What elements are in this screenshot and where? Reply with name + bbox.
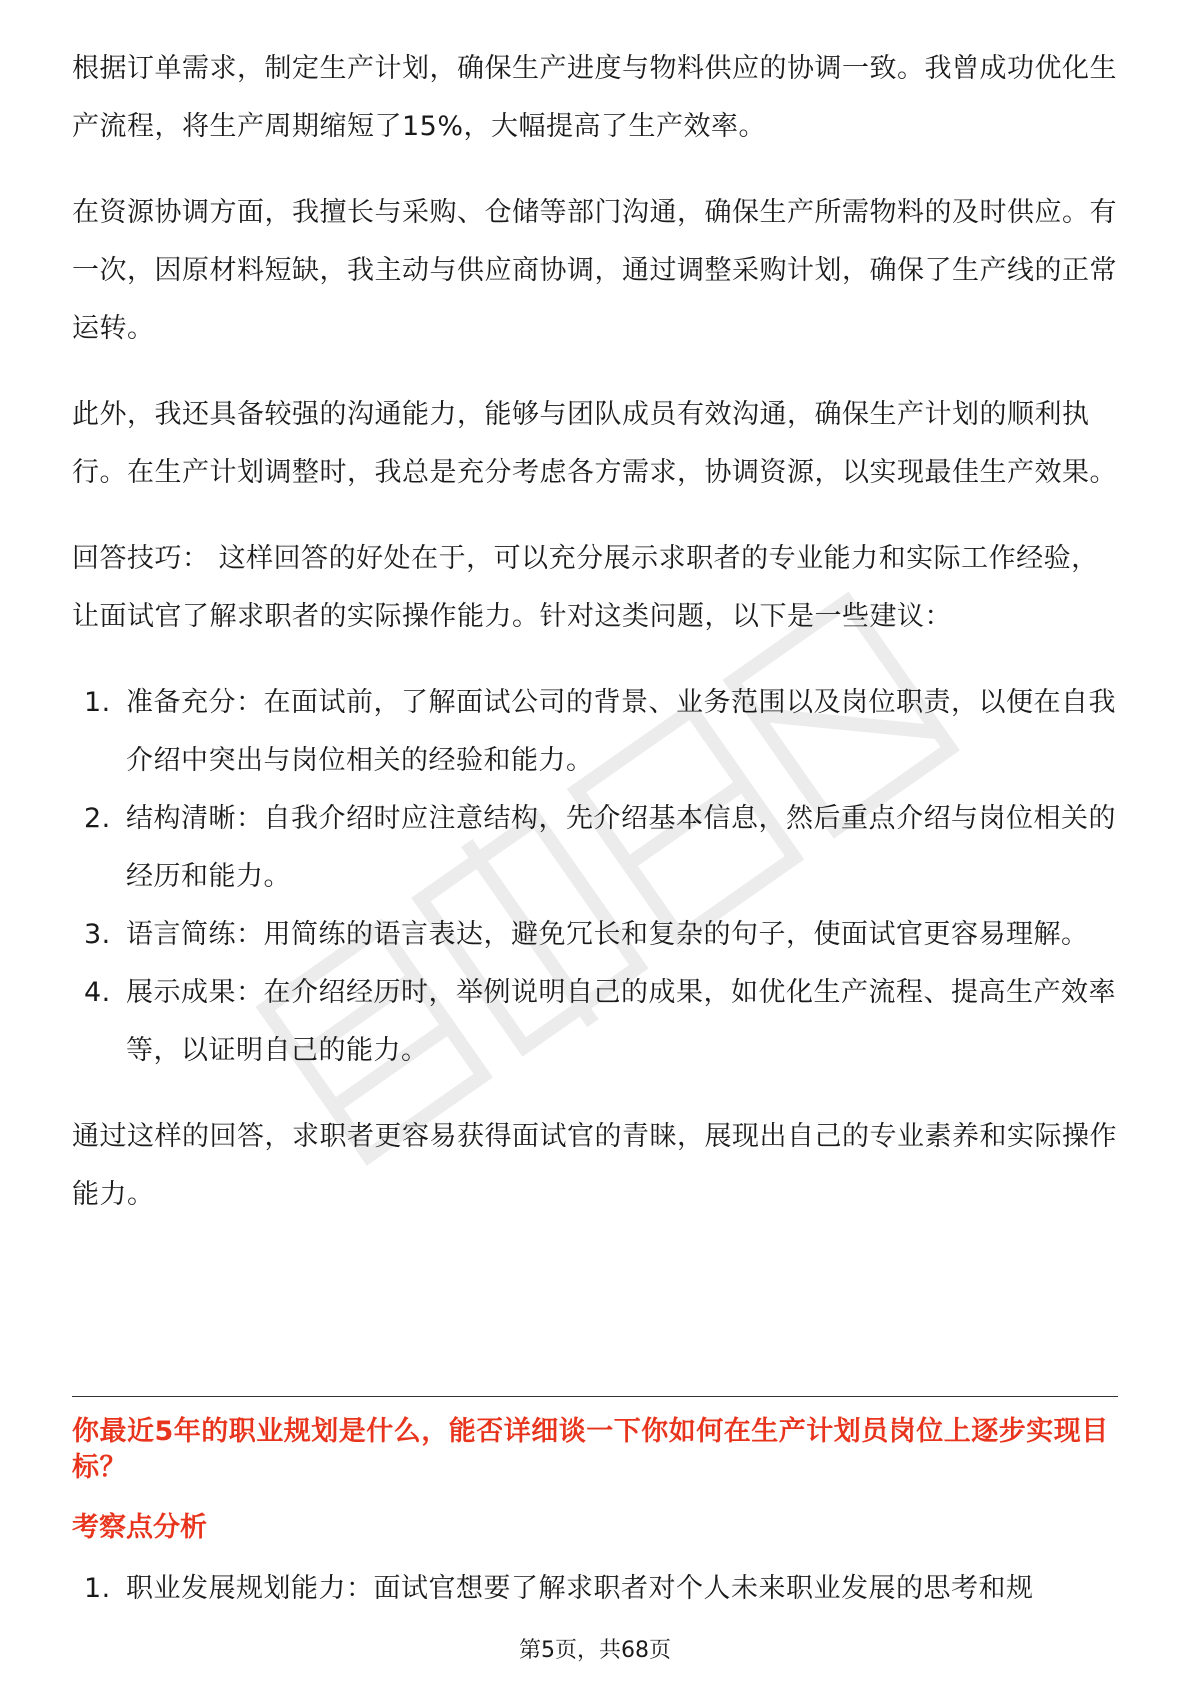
list-text: 职业发展规划能力：面试官想要了解求职者对个人未来职业发展的思考和规 [126,1573,1034,1604]
paragraph-closing: 通过这样的回答，求职者更容易获得面试官的青睐，展现出自己的专业素养和实际操作能力。 [72,1121,1117,1210]
list-number: 1. [84,1573,111,1604]
list-number: 4. [84,977,111,1008]
list-item [72,906,1118,964]
list-text: 展示成果：在介绍经历时，举例说明自己的成果，如优化生产流程、提高生产效率等，以证明自己的能力。 [126,977,1116,1066]
list-number: 2. [84,803,111,834]
section-divider [72,1396,1118,1397]
paragraph-plan: 根据订单需求，制定生产计划，确保生产进度与物料供应的协调一致。我曾成功优化生产流程，将生产周期缩短了15%，大幅提高了生产效率。 [72,53,1117,142]
list-item [72,964,1118,1080]
tips-list [72,674,1118,1080]
page-content [72,40,1118,1224]
paragraph-communication: 此外，我还具备较强的沟通能力，能够与团队成员有效沟通，确保生产计划的顺利执行。在生产计划调整时，我总是充分考虑各方需求，协调资源，以实现最佳生产效果。 [72,399,1117,488]
list-text: 准备充分：在面试前，了解面试公司的背景、业务范围以及岗位职责，以便在自我介绍中突出与岗位相关的经验和能力。 [126,687,1116,776]
list-text: 语言简练：用简练的语言表达，避免冗长和复杂的句子，使面试官更容易理解。 [126,919,1089,950]
page-number: 第5页，共68页 [519,1638,671,1663]
list-text: 结构清晰：自我介绍时应注意结构，先介绍基本信息，然后重点介绍与岗位相关的经历和能力。 [126,803,1116,892]
analysis-heading: 考察点分析 [72,1512,207,1543]
list-item [72,674,1118,790]
list-number: 1. [84,687,111,718]
list-item [72,790,1118,906]
list-number: 3. [84,919,111,950]
list-item [72,1560,1118,1618]
question-title: 你最近5年的职业规划是什么，能否详细谈一下你如何在生产计划员岗位上逐步实现目标？ [72,1416,1109,1483]
paragraph-resources: 在资源协调方面，我擅长与采购、仓储等部门沟通，确保生产所需物料的及时供应。有一次，因原材料短缺，我主动与供应商协调，通过调整采购计划，确保了生产线的正常运转。 [72,197,1117,344]
paragraph-answer-tips: 回答技巧： 这样回答的好处在于，可以充分展示求职者的专业能力和实际工作经验，让面试官了解求职者的实际操作能力。针对这类问题，以下是一些建议： [72,543,1099,632]
